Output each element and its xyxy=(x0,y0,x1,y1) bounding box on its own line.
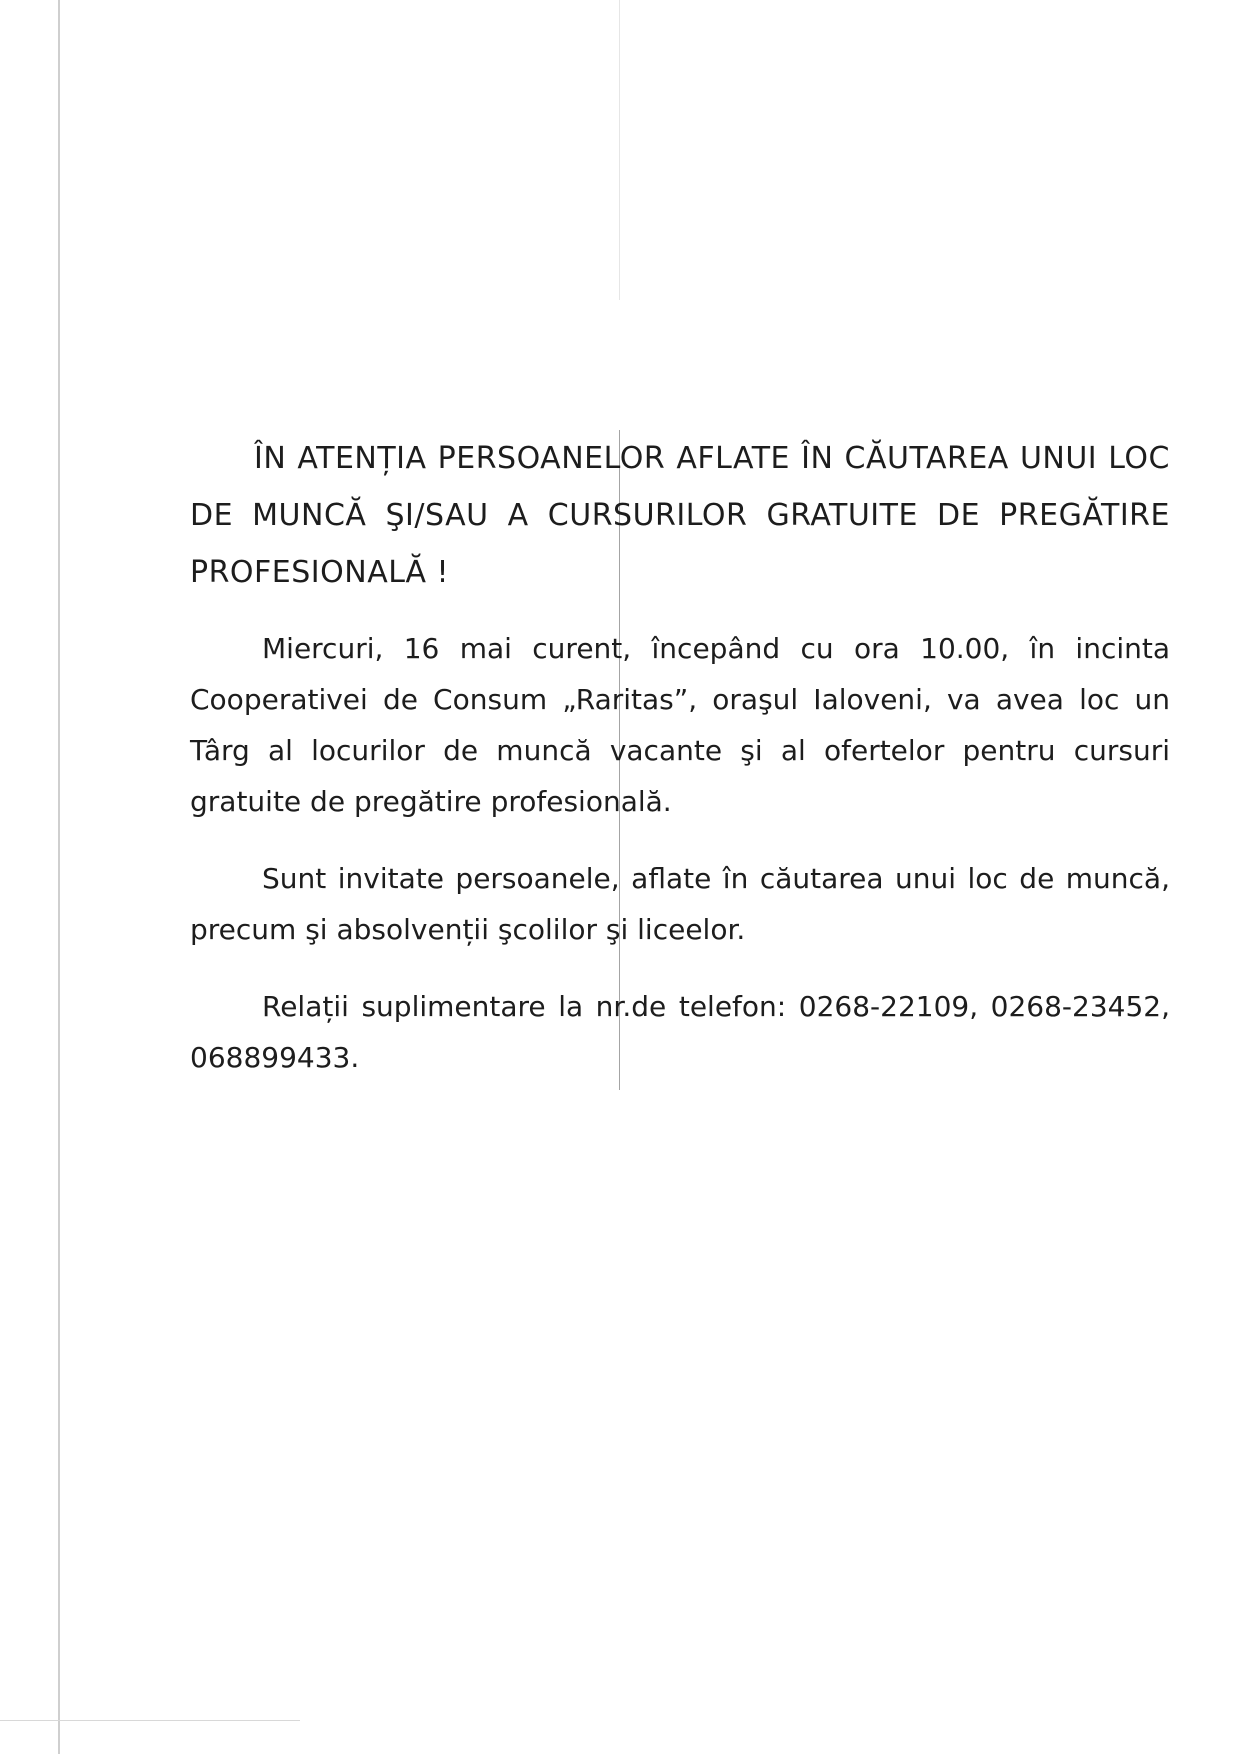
contact-paragraph: Relații suplimentare la nr.de telefon: 0268-22109, 0268-23452, 068899433. xyxy=(190,990,1170,1074)
scan-fold-line xyxy=(619,0,620,300)
announcement-paragraph: Miercuri, 16 mai curent, începând cu ora 10.00, în incinta Cooperativei de Consum „Raritas”, oraşul Ialoveni, va avea loc un Târg al locurilor de muncă vacante şi al ofertelor pentru cursuri gratuite de pregătire profesională. xyxy=(190,632,1170,818)
announcement-paragraph: Sunt invitate persoanele, aflate în căutarea unui loc de muncă, precum şi absolvenții şcolilor şi liceelor. xyxy=(190,862,1170,946)
scan-edge xyxy=(58,0,60,1754)
announcement-title: ÎN ATENȚIA PERSOANELOR AFLATE ÎN CĂUTAREA UNUI LOC DE MUNCĂ ŞI/SAU A CURSURILOR GRATUITE DE PREGĂTIRE PROFESIONALĂ ! xyxy=(190,441,1170,590)
scan-artifact xyxy=(0,1720,300,1721)
document-body xyxy=(190,430,1170,1109)
